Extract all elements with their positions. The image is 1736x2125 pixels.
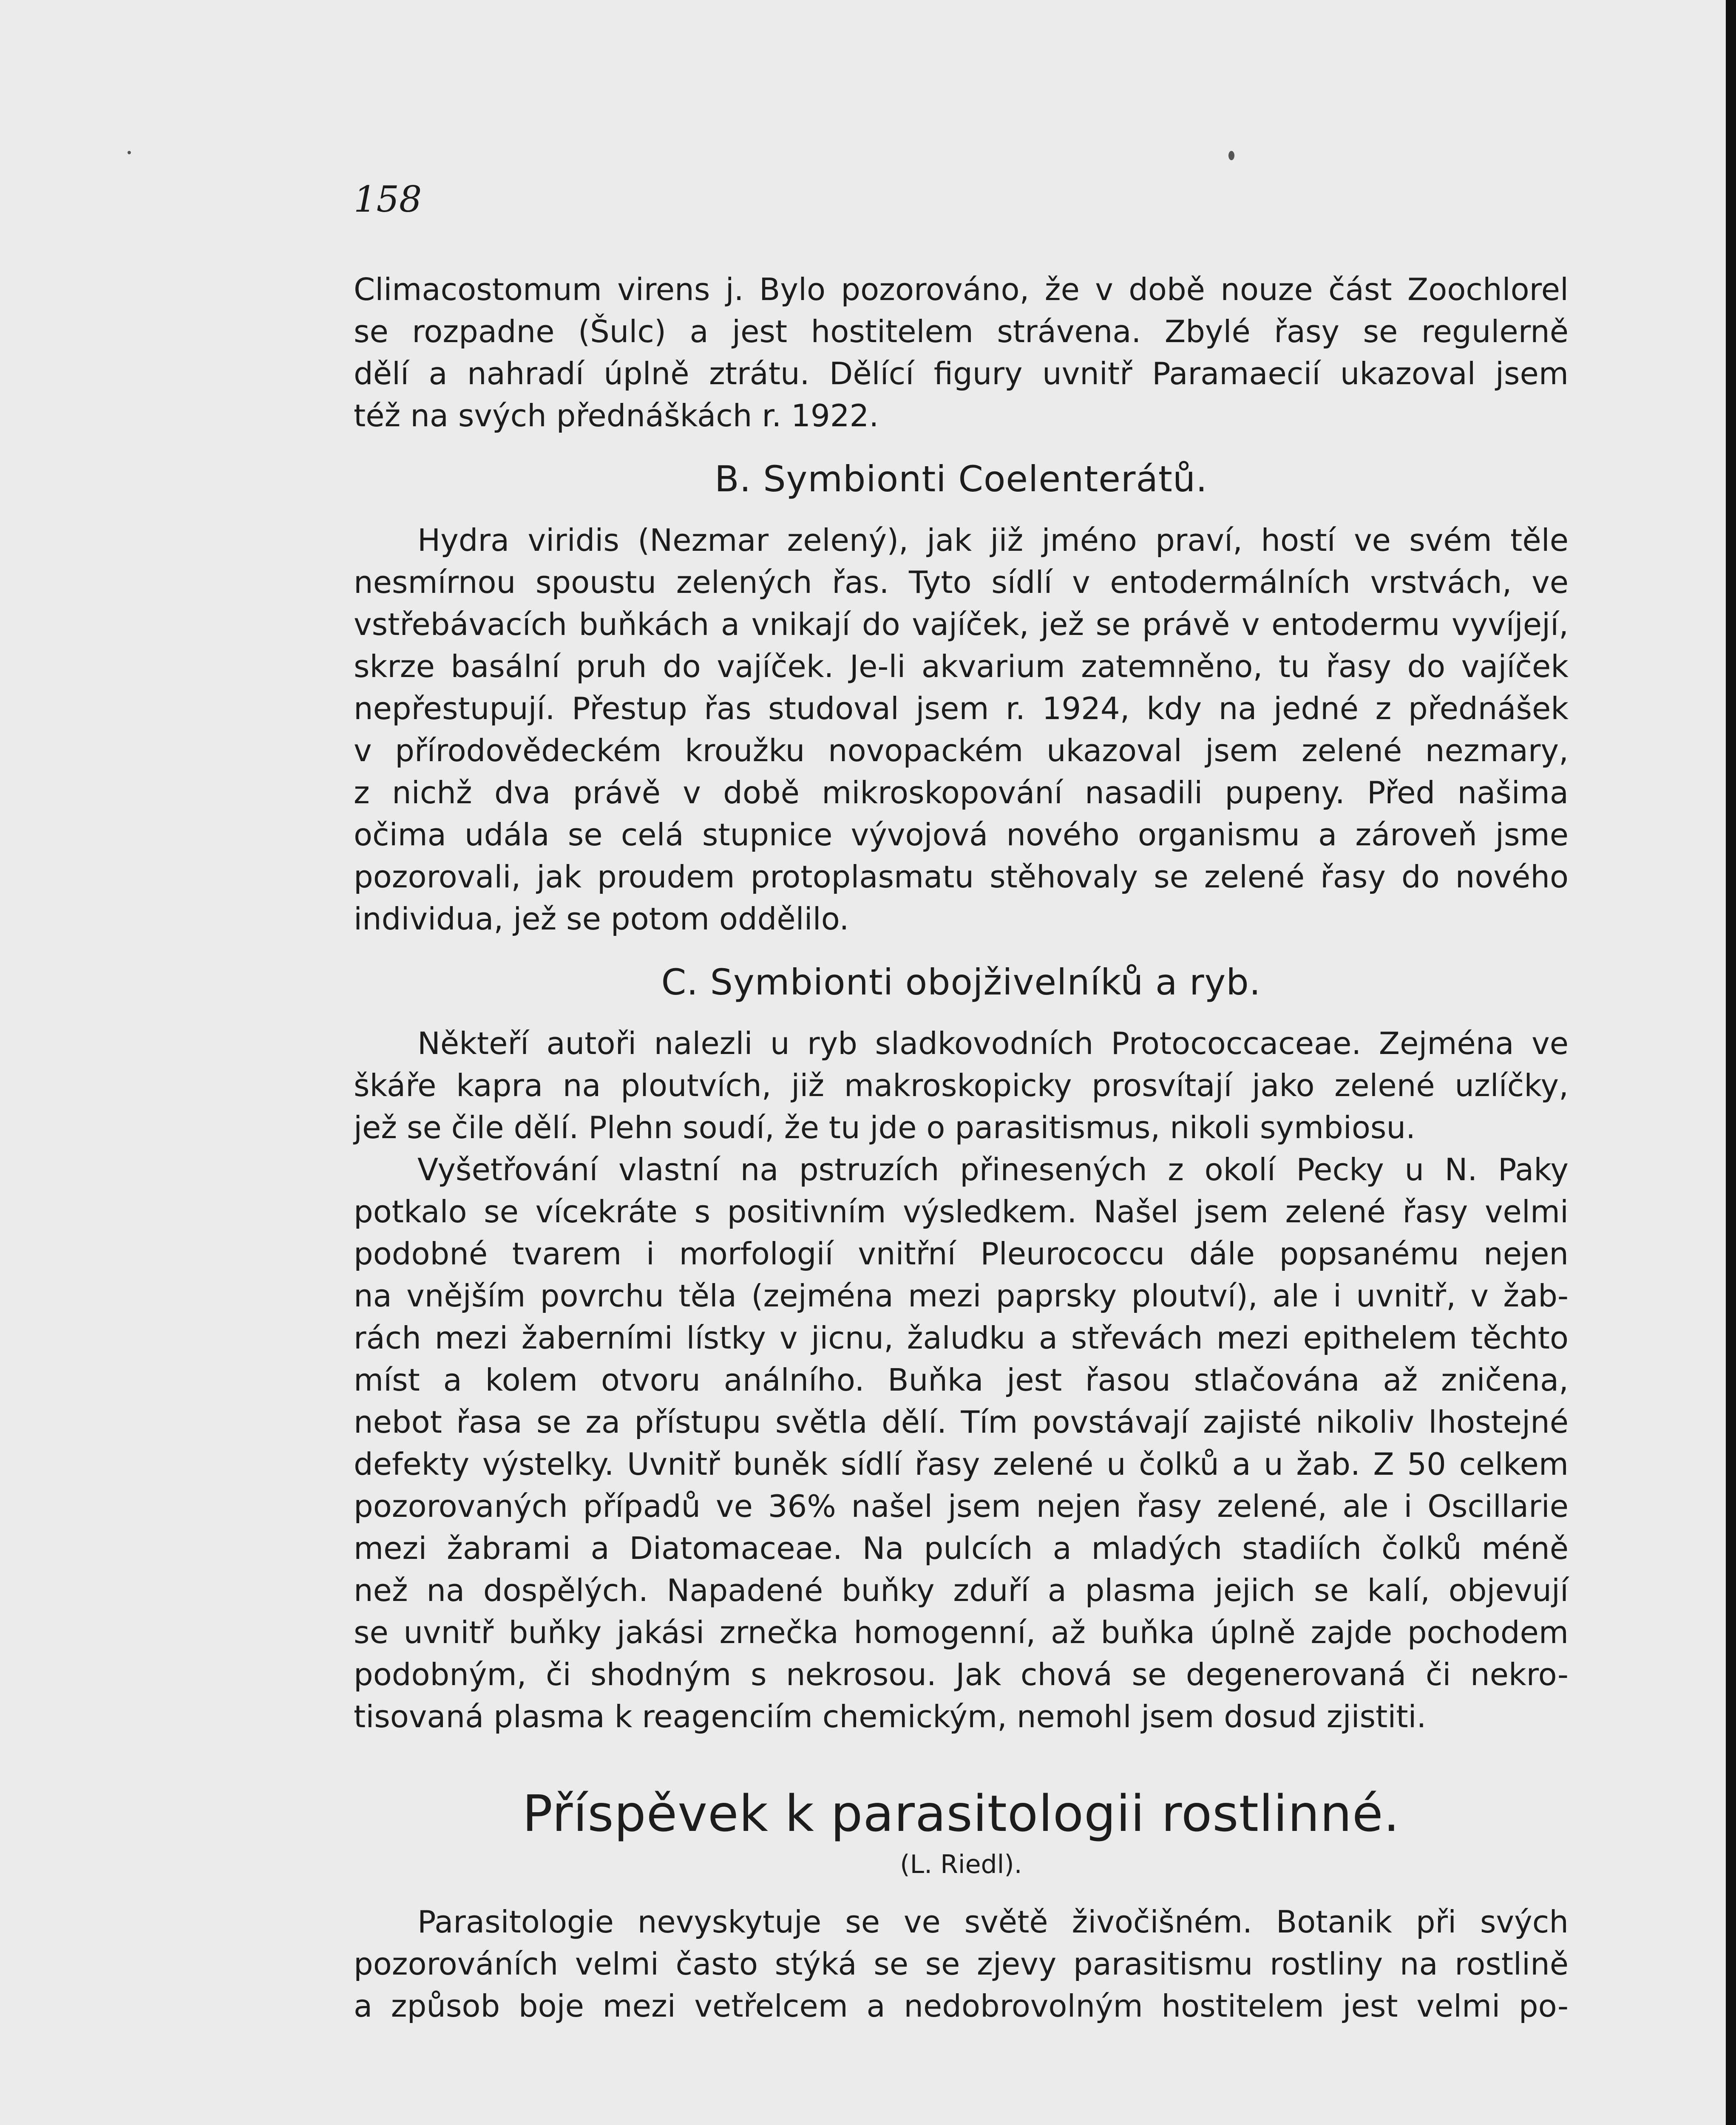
text-line: dělí a nahradí úplně ztrátu. Dělící figury uvnitř Paramaecií ukazoval jsem <box>354 356 1569 391</box>
text-line: Climacostomum virens j. Bylo pozorováno, že v době nouze část Zoochlorel <box>354 272 1569 307</box>
text-line: Někteří autoři nalezli u ryb sladkovodních Protococcaceae. Zejména ve <box>417 1026 1569 1061</box>
text-line: skrze basální pruh do vajíček. Je-li akvarium zatemněno, tu řasy do vajíček <box>354 649 1569 684</box>
page-number: 158 <box>354 178 422 220</box>
section-heading-c: C. Symbionti obojživelníků a ryb. <box>661 961 1261 1003</box>
section-b-paragraph <box>354 519 1569 940</box>
text-line: též na svých přednáškách r. 1922. <box>354 398 879 434</box>
text-line: nebot řasa se za přístupu světla dělí. Tím povstávají zajisté nikoliv lhostejné <box>354 1404 1569 1440</box>
text-line: Parasitologie nevyskytuje se ve světě živočišném. Botanik při svých <box>417 1904 1569 1940</box>
section-c-paragraph-1 <box>354 1023 1569 1149</box>
text-line: individua, jež se potom oddělilo. <box>354 901 849 937</box>
ink-speck <box>1228 151 1234 160</box>
text-line: a způsob boje mezi vetřelcem a nedobrovolným hostitelem jest velmi po- <box>354 1988 1569 2024</box>
section-heading-b: B. Symbionti Coelenterátů. <box>715 458 1208 500</box>
text-column <box>354 269 1569 2027</box>
ink-speck <box>128 151 131 154</box>
text-line: škáře kapra na ploutvích, již makroskopicky prosvítají jako zelené uzlíčky, <box>354 1068 1569 1103</box>
article-paragraph <box>354 1901 1569 2027</box>
text-line: defekty výstelky. Uvnitř buněk sídlí řasy zelené u čolků a u žab. Z 50 celkem <box>354 1446 1569 1482</box>
text-line: se rozpadne (Šulc) a jest hostitelem strávena. Zbylé řasy se regulerně <box>354 314 1569 349</box>
text-line: se uvnitř buňky jakási zrnečka homogenní, až buňka úplně zajde pochodem <box>354 1615 1569 1650</box>
text-line: míst a kolem otvoru análního. Buňka jest řasou stlačována až zničena, <box>354 1362 1569 1398</box>
text-line: jež se čile dělí. Plehn soudí, že tu jde o parasitismus, nikoli symbiosu. <box>354 1110 1415 1145</box>
text-line: potkalo se vícekráte s positivním výsledkem. Našel jsem zelené řasy velmi <box>354 1194 1569 1230</box>
intro-paragraph <box>354 269 1569 437</box>
text-line: podobným, či shodným s nekrosou. Jak chová se degenerovaná či nekro- <box>354 1657 1569 1692</box>
text-line: pozorovali, jak proudem protoplasmatu stěhovaly se zelené řasy do nového <box>354 859 1569 895</box>
text-line: nesmírnou spoustu zelených řas. Tyto sídlí v entodermálních vrstvách, ve <box>354 564 1569 600</box>
text-line: pozorováních velmi často stýká se se zjevy parasitismu rostliny na rostlině <box>354 1946 1569 1982</box>
text-line: pozorovaných případů ve 36% našel jsem nejen řasy zelené, ale i Oscillarie <box>354 1488 1569 1524</box>
text-line: mezi žabrami a Diatomaceae. Na pulcích a mladých stadiích čolků méně <box>354 1530 1569 1566</box>
text-line: v přírodovědeckém kroužku novopackém ukazoval jsem zelené nezmary, <box>354 733 1569 768</box>
text-line: tisovaná plasma k reagenciím chemickým, nemohl jsem dosud zjistiti. <box>354 1699 1427 1734</box>
text-line: Hydra viridis (Nezmar zelený), jak již jméno praví, hostí ve svém těle <box>417 522 1569 558</box>
section-c-paragraph-2 <box>354 1149 1569 1738</box>
text-line: očima udála se celá stupnice vývojová nového organismu a zároveň jsme <box>354 817 1569 853</box>
text-line: rách mezi žaberními lístky v jicnu, žaludku a střevách mezi epithelem těchto <box>354 1320 1569 1356</box>
text-line: Vyšetřování vlastní na pstruzích přinesených z okolí Pecky u N. Paky <box>417 1152 1569 1187</box>
text-line: nepřestupují. Přestup řas studoval jsem r. 1924, kdy na jedné z přednášek <box>354 691 1569 726</box>
text-line: z nichž dva právě v době mikroskopování nasadili pupeny. Před našima <box>354 775 1569 810</box>
article-author: (L. Riedl). <box>900 1850 1022 1879</box>
text-line: podobné tvarem i morfologií vnitřní Pleurococcu dále popsanému nejen <box>354 1236 1569 1272</box>
article-title: Příspěvek k parasitologii rostlinné. <box>522 1784 1400 1843</box>
text-line: než na dospělých. Napadené buňky zduří a plasma jejich se kalí, objevují <box>354 1572 1569 1608</box>
text-line: vstřebávacích buňkách a vnikají do vajíček, jež se právě v entodermu vyvíjejí, <box>354 606 1569 642</box>
text-line: na vnějším povrchu těla (zejména mezi paprsky ploutví), ale i uvnitř, v žab- <box>354 1278 1569 1314</box>
